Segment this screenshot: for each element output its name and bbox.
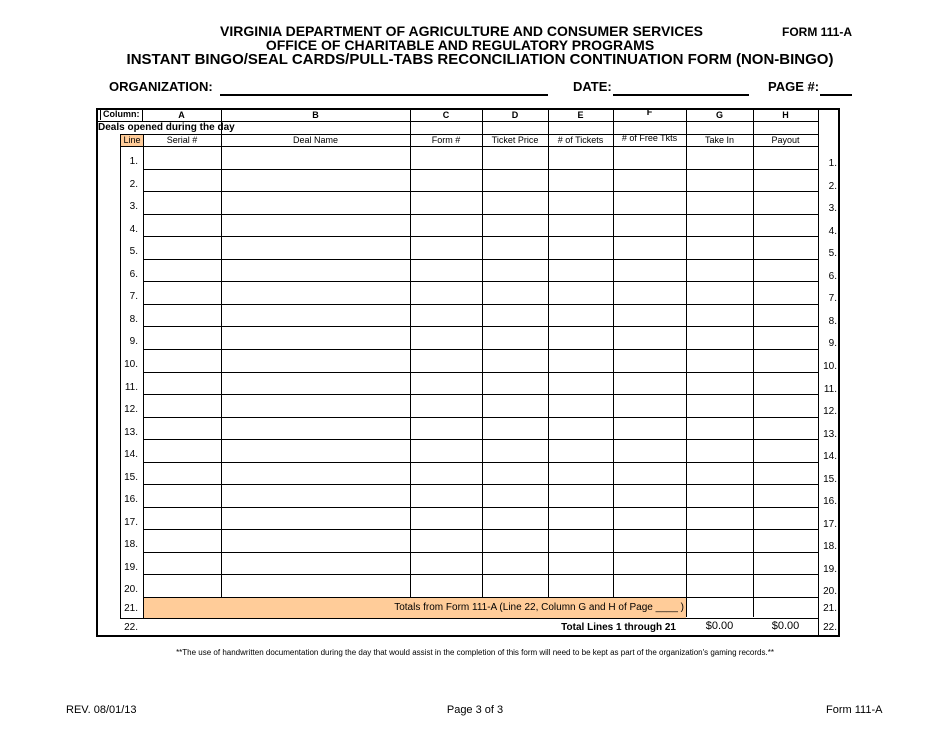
take-in-cell[interactable]: [687, 485, 753, 506]
line-number-right: 4.: [828, 225, 837, 237]
ticket-price-cell[interactable]: [483, 530, 548, 551]
deal-name-cell[interactable]: [222, 305, 410, 326]
page-number-field[interactable]: [820, 94, 852, 96]
footer-form-id: Form 111-A: [826, 704, 883, 716]
payout-cell[interactable]: [754, 170, 818, 191]
line-21-number-right: 21.: [823, 603, 837, 614]
free-tickets-cell[interactable]: [614, 418, 686, 439]
line-number-right: 17.: [823, 518, 837, 530]
handwritten-documentation-note: **The use of handwritten documentation during the day that would assist in the completion of this form will need to be kept as part of the organization's gaming records.**: [176, 648, 774, 657]
form-title: INSTANT BINGO/SEAL CARDS/PULL-TABS RECONCILIATION CONTINUATION FORM (NON-BINGO): [126, 51, 834, 68]
form-number-cell[interactable]: [411, 350, 482, 371]
tickets-cell[interactable]: [549, 147, 613, 168]
page-indicator: Page 3 of 3: [446, 704, 504, 716]
deal-name-cell[interactable]: [222, 440, 410, 461]
line-21-payout[interactable]: [754, 599, 817, 617]
tickets-cell[interactable]: [549, 440, 613, 461]
line-number-right: 18.: [823, 541, 837, 553]
deal-name-cell[interactable]: [222, 373, 410, 394]
free-tickets-cell[interactable]: [614, 327, 686, 348]
payout-cell[interactable]: [754, 440, 818, 461]
free-tickets-cell[interactable]: [614, 575, 686, 596]
line-22-number: 22.: [124, 622, 138, 633]
payout-cell[interactable]: [754, 530, 818, 551]
free-tickets-cell[interactable]: [614, 170, 686, 191]
take-in-cell[interactable]: [687, 463, 753, 484]
line-22-number-right: 22.: [823, 622, 837, 633]
line-number: 1.: [129, 156, 138, 167]
deal-name-cell[interactable]: [222, 237, 410, 258]
line-number: 19.: [124, 561, 138, 573]
take-in-cell[interactable]: [687, 305, 753, 326]
free-tickets-cell[interactable]: [614, 237, 686, 258]
line-21-number: 21.: [124, 603, 138, 614]
ticket-price-header: Ticket Price: [491, 135, 539, 145]
column-a-header: A: [178, 110, 185, 120]
tickets-cell[interactable]: [549, 508, 613, 529]
line-number: 20.: [124, 584, 138, 596]
column-e-header: E: [577, 110, 584, 120]
serial-cell[interactable]: [144, 463, 221, 484]
line-number-right: 16.: [823, 496, 837, 508]
free-tickets-cell[interactable]: [614, 147, 686, 168]
take-in-cell[interactable]: [687, 327, 753, 348]
line-21-take-in[interactable]: [687, 599, 752, 617]
form-number-cell[interactable]: [411, 373, 482, 394]
tickets-cell[interactable]: [549, 282, 613, 303]
serial-cell[interactable]: [144, 350, 221, 371]
ticket-price-cell[interactable]: [483, 215, 548, 236]
tickets-cell[interactable]: [549, 395, 613, 416]
line-number-right: 12.: [823, 406, 837, 418]
line-22-label: Total Lines 1 through 21: [561, 622, 676, 633]
payout-cell[interactable]: [754, 575, 818, 596]
take-in-cell[interactable]: [687, 440, 753, 461]
ticket-price-cell[interactable]: [483, 260, 548, 281]
column-d-header: D: [511, 110, 519, 120]
line-number: 6.: [129, 268, 138, 280]
take-in-cell[interactable]: [687, 282, 753, 303]
line-number: 10.: [124, 358, 138, 370]
deal-name-cell[interactable]: [222, 350, 410, 371]
free-tickets-header: # of Free Tkts: [621, 133, 678, 143]
take-in-header: Take In: [704, 135, 735, 145]
serial-cell[interactable]: [144, 305, 221, 326]
line-number: 8.: [129, 313, 138, 325]
tickets-cell[interactable]: [549, 575, 613, 596]
deal-name-cell[interactable]: [222, 260, 410, 281]
tickets-cell[interactable]: [549, 237, 613, 258]
ticket-price-cell[interactable]: [483, 395, 548, 416]
free-tickets-cell[interactable]: [614, 553, 686, 574]
take-in-cell[interactable]: [687, 192, 753, 213]
line-header: Line: [121, 135, 143, 146]
free-tickets-cell[interactable]: [614, 260, 686, 281]
serial-cell[interactable]: [144, 327, 221, 348]
ticket-price-cell[interactable]: [483, 305, 548, 326]
total-take-in: $0.00: [705, 620, 734, 632]
serial-cell[interactable]: [144, 395, 221, 416]
form-number-cell[interactable]: [411, 418, 482, 439]
take-in-cell[interactable]: [687, 215, 753, 236]
ticket-price-cell[interactable]: [483, 485, 548, 506]
deal-name-cell[interactable]: [222, 327, 410, 348]
deal-name-cell[interactable]: [222, 485, 410, 506]
tickets-cell[interactable]: [549, 463, 613, 484]
take-in-cell[interactable]: [687, 418, 753, 439]
free-tickets-cell[interactable]: [614, 440, 686, 461]
deal-name-cell[interactable]: [222, 418, 410, 439]
tickets-cell[interactable]: [549, 418, 613, 439]
form-number-cell[interactable]: [411, 395, 482, 416]
form-number-cell[interactable]: [411, 260, 482, 281]
free-tickets-cell[interactable]: [614, 395, 686, 416]
serial-cell[interactable]: [144, 418, 221, 439]
total-payout: $0.00: [771, 620, 800, 632]
payout-cell[interactable]: [754, 395, 818, 416]
date-field[interactable]: [613, 94, 749, 96]
take-in-cell[interactable]: [687, 237, 753, 258]
line-number: 16.: [124, 494, 138, 506]
serial-cell[interactable]: [144, 215, 221, 236]
payout-cell[interactable]: [754, 485, 818, 506]
form-number-cell[interactable]: [411, 237, 482, 258]
free-tickets-cell[interactable]: [614, 350, 686, 371]
form-number-cell[interactable]: [411, 305, 482, 326]
line-number-right: 13.: [823, 428, 837, 440]
form-number-cell[interactable]: [411, 215, 482, 236]
take-in-cell[interactable]: [687, 508, 753, 529]
payout-cell[interactable]: [754, 237, 818, 258]
agency-title: VIRGINIA DEPARTMENT OF AGRICULTURE AND CONSUMER SERVICES: [220, 23, 704, 39]
line-number: 12.: [124, 404, 138, 416]
free-tickets-cell[interactable]: [614, 530, 686, 551]
line-number: 14.: [124, 449, 138, 461]
deal-name-cell[interactable]: [222, 463, 410, 484]
tickets-cell[interactable]: [549, 373, 613, 394]
ticket-price-cell[interactable]: [483, 373, 548, 394]
deal-name-cell[interactable]: [222, 395, 410, 416]
line-number-right: 1.: [828, 158, 837, 169]
line-number-right: 9.: [828, 338, 837, 350]
line-number-right: 2.: [828, 180, 837, 192]
payout-cell[interactable]: [754, 147, 818, 168]
ticket-price-cell[interactable]: [483, 575, 548, 596]
ticket-price-cell[interactable]: [483, 170, 548, 191]
free-tickets-cell[interactable]: [614, 192, 686, 213]
line-number: 3.: [129, 201, 138, 213]
take-in-cell[interactable]: [687, 575, 753, 596]
form-number-cell[interactable]: [411, 440, 482, 461]
line-number-right: 14.: [823, 451, 837, 463]
deal-name-cell[interactable]: [222, 508, 410, 529]
payout-cell[interactable]: [754, 305, 818, 326]
serial-cell[interactable]: [144, 260, 221, 281]
ticket-price-cell[interactable]: [483, 418, 548, 439]
serial-header: Serial #: [166, 135, 198, 145]
payout-cell[interactable]: [754, 508, 818, 529]
column-b-header: B: [312, 110, 319, 120]
line-number: 9.: [129, 336, 138, 348]
ticket-price-cell[interactable]: [483, 282, 548, 303]
deal-name-cell[interactable]: [222, 282, 410, 303]
payout-cell[interactable]: [754, 327, 818, 348]
column-c-header: C: [442, 110, 450, 120]
organization-field[interactable]: [220, 94, 548, 96]
take-in-cell[interactable]: [687, 147, 753, 168]
line-number: 17.: [124, 516, 138, 528]
free-tickets-cell[interactable]: [614, 215, 686, 236]
form-number-cell[interactable]: [411, 463, 482, 484]
take-in-cell[interactable]: [687, 553, 753, 574]
section-label: Deals opened during the day: [98, 122, 235, 133]
payout-cell[interactable]: [754, 373, 818, 394]
tickets-cell[interactable]: [549, 485, 613, 506]
line-number-right: 20.: [823, 586, 837, 598]
deal-name-cell[interactable]: [222, 170, 410, 191]
revision-date: REV. 08/01/13: [66, 704, 137, 716]
form-number-cell[interactable]: [411, 553, 482, 574]
form-number-cell[interactable]: [411, 508, 482, 529]
form-number-cell[interactable]: [411, 530, 482, 551]
payout-cell[interactable]: [754, 418, 818, 439]
tickets-cell[interactable]: [549, 170, 613, 191]
deal-name-cell[interactable]: [222, 553, 410, 574]
take-in-cell[interactable]: [687, 395, 753, 416]
line-number-right: 8.: [828, 315, 837, 327]
ticket-price-cell[interactable]: [483, 553, 548, 574]
take-in-cell[interactable]: [687, 373, 753, 394]
form-number-header: Form #: [431, 135, 461, 145]
organization-label: ORGANIZATION:: [109, 79, 213, 94]
serial-cell[interactable]: [144, 440, 221, 461]
payout-cell[interactable]: [754, 463, 818, 484]
free-tickets-cell[interactable]: [614, 305, 686, 326]
serial-cell[interactable]: [144, 147, 221, 168]
line-number-right: 15.: [823, 473, 837, 485]
ticket-price-cell[interactable]: [483, 350, 548, 371]
line-number-right: 19.: [823, 563, 837, 575]
line-number: 2.: [129, 178, 138, 190]
tickets-cell[interactable]: [549, 530, 613, 551]
office-title: OFFICE OF CHARITABLE AND REGULATORY PROGRAMS: [265, 37, 655, 53]
page-label: PAGE #:: [768, 79, 820, 94]
serial-cell[interactable]: [144, 575, 221, 596]
line-21-text: Totals from Form 111-A (Line 22, Column G and H of Page ____ ): [394, 602, 684, 613]
ticket-price-cell[interactable]: [483, 237, 548, 258]
tickets-cell[interactable]: [549, 260, 613, 281]
free-tickets-cell[interactable]: [614, 485, 686, 506]
line-number-right: 5.: [828, 248, 837, 260]
free-tickets-cell[interactable]: [614, 373, 686, 394]
deal-name-cell[interactable]: [222, 530, 410, 551]
ticket-price-cell[interactable]: [483, 463, 548, 484]
serial-cell[interactable]: [144, 530, 221, 551]
payout-header: Payout: [771, 135, 800, 145]
serial-cell[interactable]: [144, 170, 221, 191]
line-number-right: 3.: [828, 203, 837, 215]
payout-cell[interactable]: [754, 282, 818, 303]
line-number: 5.: [129, 246, 138, 258]
deal-name-header: Deal Name: [292, 135, 339, 145]
line-number-right: 11.: [823, 383, 837, 395]
form-number-cell[interactable]: [411, 485, 482, 506]
serial-cell[interactable]: [144, 237, 221, 258]
form-number-cell[interactable]: [411, 147, 482, 168]
column-h-header: H: [782, 110, 789, 120]
free-tickets-cell[interactable]: [614, 463, 686, 484]
ticket-price-cell[interactable]: [483, 147, 548, 168]
serial-cell[interactable]: [144, 508, 221, 529]
serial-cell[interactable]: [144, 553, 221, 574]
form-id: FORM 111-A: [782, 25, 853, 39]
tickets-cell[interactable]: [549, 350, 613, 371]
payout-cell[interactable]: [754, 192, 818, 213]
payout-cell[interactable]: [754, 260, 818, 281]
line-number: 4.: [129, 223, 138, 235]
tickets-cell[interactable]: [549, 327, 613, 348]
line-number-right: 7.: [828, 293, 837, 305]
take-in-cell[interactable]: [687, 260, 753, 281]
form-number-cell[interactable]: [411, 327, 482, 348]
form-number-cell[interactable]: [411, 282, 482, 303]
form-number-cell[interactable]: [411, 170, 482, 191]
deal-name-cell[interactable]: [222, 192, 410, 213]
line-number-right: 10.: [823, 360, 837, 372]
deal-name-cell[interactable]: [222, 215, 410, 236]
line-number: 18.: [124, 539, 138, 551]
deal-name-cell[interactable]: [222, 147, 410, 168]
tickets-cell[interactable]: [549, 215, 613, 236]
take-in-cell[interactable]: [687, 530, 753, 551]
serial-cell[interactable]: [144, 373, 221, 394]
line-number-right: 6.: [828, 270, 837, 282]
take-in-cell[interactable]: [687, 350, 753, 371]
ticket-price-cell[interactable]: [483, 192, 548, 213]
payout-cell[interactable]: [754, 350, 818, 371]
column-f-header: F: [646, 107, 653, 117]
serial-cell[interactable]: [144, 485, 221, 506]
column-label: Column:: [103, 109, 140, 119]
ticket-price-cell[interactable]: [483, 327, 548, 348]
line-number: 11.: [124, 381, 138, 393]
payout-cell[interactable]: [754, 553, 818, 574]
tickets-cell[interactable]: [549, 192, 613, 213]
tickets-cell[interactable]: [549, 305, 613, 326]
line-number: 15.: [124, 471, 138, 483]
ticket-price-cell[interactable]: [483, 440, 548, 461]
deal-name-cell[interactable]: [222, 575, 410, 596]
serial-cell[interactable]: [144, 192, 221, 213]
serial-cell[interactable]: [144, 282, 221, 303]
line-number: 13.: [124, 426, 138, 438]
line-number: 7.: [129, 291, 138, 303]
column-g-header: G: [715, 110, 723, 120]
free-tickets-cell[interactable]: [614, 282, 686, 303]
tickets-header: # of Tickets: [557, 135, 604, 145]
form-number-cell[interactable]: [411, 192, 482, 213]
payout-cell[interactable]: [754, 215, 818, 236]
free-tickets-cell[interactable]: [614, 508, 686, 529]
tickets-cell[interactable]: [549, 553, 613, 574]
form-number-cell[interactable]: [411, 575, 482, 596]
take-in-cell[interactable]: [687, 170, 753, 191]
ticket-price-cell[interactable]: [483, 508, 548, 529]
date-label: DATE:: [573, 79, 612, 94]
